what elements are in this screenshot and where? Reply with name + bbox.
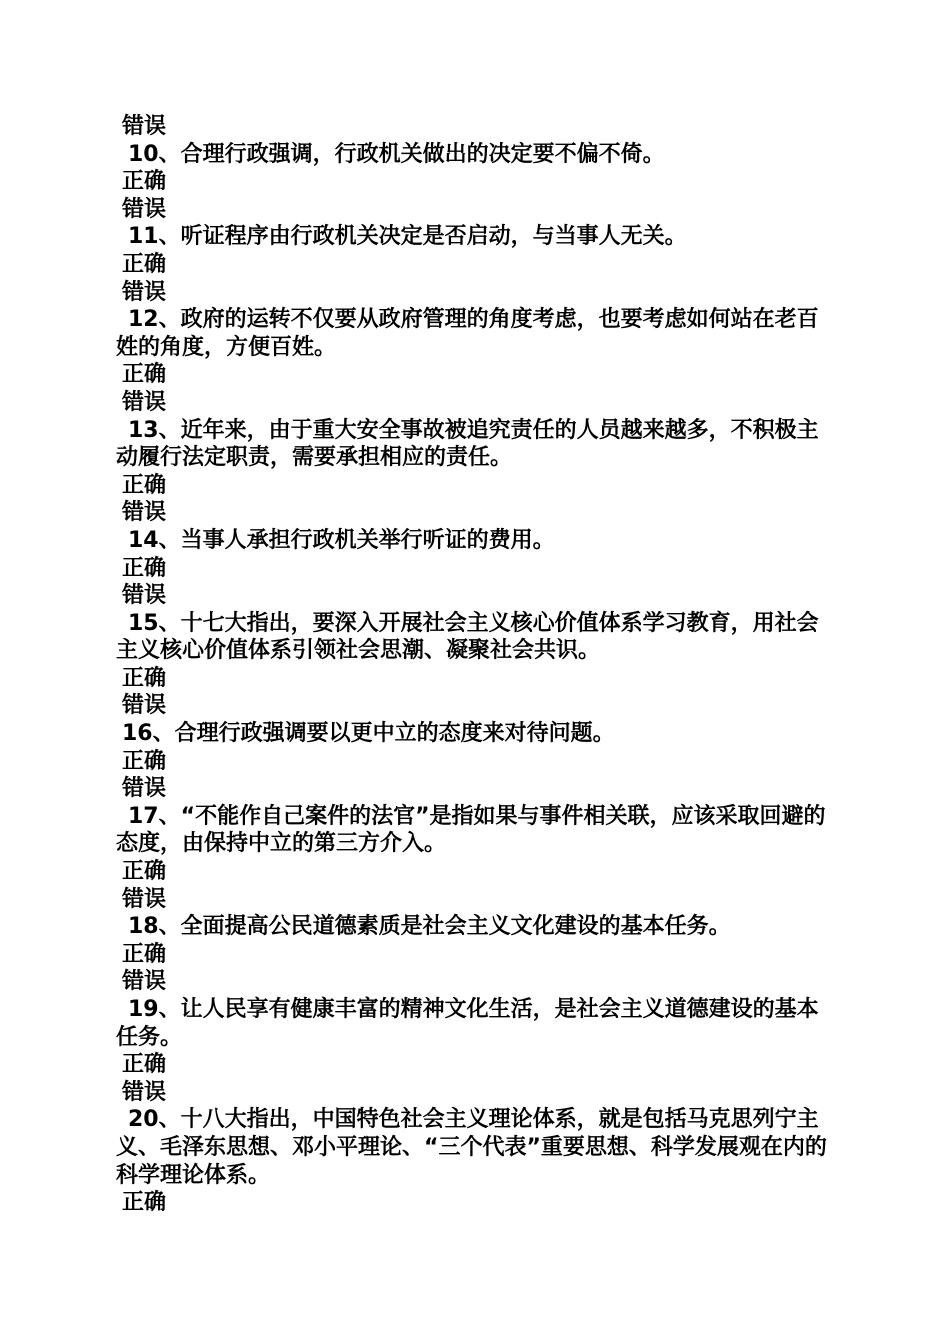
option-wrong[interactable]: 错误 [122,886,167,912]
question-18: 18、全面提高公民道德素质是社会主义文化建设的基本任务。 [128,914,731,940]
question-19: 19、让人民享有健康丰富的精神文化生活，是社会主义道德建设的基本任务。 [116,997,819,1050]
option-wrong[interactable]: 错误 [122,389,167,415]
option-correct[interactable]: 正确 [122,748,167,774]
option-correct[interactable]: 正确 [122,251,167,277]
option-wrong[interactable]: 错误 [122,693,167,719]
option-wrong[interactable]: 错误 [122,114,167,139]
option-wrong[interactable]: 错误 [122,583,167,609]
question-15: 15、十七大指出，要深入开展社会主义核心价值体系学习教育，用社会主义核心价值体系引领社会思潮、凝聚社会共识。 [116,610,819,664]
option-correct[interactable]: 正确 [122,941,167,967]
question-16: 16、合理行政强调要以更中立的态度来对待问题。 [122,721,615,747]
option-correct[interactable]: 正确 [122,362,167,388]
option-wrong[interactable]: 错误 [122,279,167,305]
question-11: 11、听证程序由行政机关决定是否启动，与当事人无关。 [128,224,687,250]
option-wrong[interactable]: 错误 [122,196,167,222]
option-correct[interactable]: 正确 [122,555,167,581]
option-correct[interactable]: 正确 [122,472,167,498]
question-20: 20、十八大指出，中国特色社会主义理论体系，就是包括马克思列宁主义、毛泽东思想、邓小平理论、“三个代表”重要思想、科学发展观在内的科学理论体系。 [116,1107,827,1188]
option-wrong[interactable]: 错误 [122,969,167,995]
option-correct[interactable]: 正确 [122,1052,167,1078]
question-13: 13、近年来，由于重大安全事故被追究责任的人员越来越多，不积极主动履行法定职责，需要承担相应的责任。 [116,417,819,471]
question-14: 14、当事人承担行政机关举行听证的费用。 [128,527,555,553]
question-17: 17、“不能作自己案件的法官”是指如果与事件相关联，应该采取回避的态度，由保持中立的第三方介入。 [116,803,826,857]
option-wrong[interactable]: 错误 [122,776,167,802]
option-wrong[interactable]: 错误 [122,500,167,526]
option-correct[interactable]: 正确 [122,665,167,691]
option-correct[interactable]: 正确 [122,859,167,885]
question-list [116,113,836,1217]
option-correct[interactable]: 正确 [122,1190,167,1216]
option-wrong[interactable]: 错误 [122,1079,167,1105]
option-correct[interactable]: 正确 [122,169,167,195]
question-12: 12、政府的运转不仅要从政府管理的角度考虑，也要考虑如何站在老百姓的角度，方便百姓。 [116,307,819,360]
question-10: 10、合理行政强调，行政机关做出的决定要不偏不倚。 [128,141,665,167]
